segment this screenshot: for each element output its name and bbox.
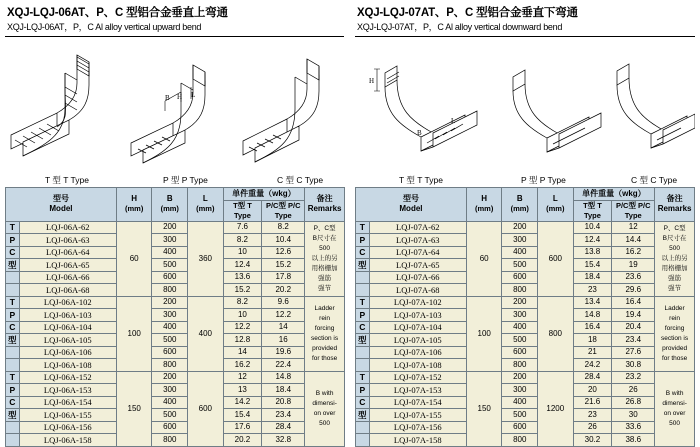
- table-row: [6, 221, 345, 234]
- cell-weight-t: 26: [573, 421, 612, 434]
- row-type-letter: [6, 421, 20, 434]
- right-title-block: [355, 4, 695, 37]
- table-row: [6, 259, 345, 272]
- table-row: [6, 409, 345, 422]
- cell-b: 500: [502, 409, 538, 422]
- row-type-letter: 型: [356, 334, 370, 347]
- cell-model: LQJ-07A-105: [369, 334, 466, 347]
- cell-model: LQJ-06A-62: [19, 221, 116, 234]
- cell-weight-pc: 16: [262, 334, 305, 347]
- cell-b: 400: [502, 321, 538, 334]
- table-row: [356, 434, 695, 447]
- cell-weight-pc: 8.2: [262, 221, 305, 234]
- left-table-body: [6, 221, 345, 446]
- cell-b: 200: [152, 371, 188, 384]
- right-diagrams: [355, 39, 695, 187]
- svg-text:H: H: [177, 93, 183, 101]
- cell-weight-pc: 28.4: [262, 421, 305, 434]
- cell-model: LQJ-07A-68: [369, 284, 466, 297]
- cell-model: LQJ-06A-156: [19, 421, 116, 434]
- p-type-figure: [131, 65, 205, 163]
- table-row: [356, 371, 695, 384]
- cell-weight-t: 15.2: [223, 284, 262, 297]
- header-h: H (mm): [466, 188, 502, 222]
- row-type-letter: [356, 421, 370, 434]
- left-fig-caption-c: C 型 C Type: [277, 175, 324, 185]
- cell-model: LQJ-07A-103: [369, 309, 466, 322]
- cell-model: LQJ-07A-106: [369, 346, 466, 359]
- table-header-row-1: [356, 188, 695, 201]
- cell-b: 600: [152, 271, 188, 284]
- table-row: [356, 309, 695, 322]
- cell-weight-t: 15.4: [573, 259, 612, 272]
- cell-b: 200: [502, 371, 538, 384]
- cell-weight-pc: 19.6: [262, 346, 305, 359]
- table-row: [6, 296, 345, 309]
- cell-b: 200: [152, 221, 188, 234]
- cell-b: 600: [502, 346, 538, 359]
- cell-weight-t: 14: [223, 346, 262, 359]
- row-type-letter: 型: [6, 334, 20, 347]
- row-type-letter: [6, 346, 20, 359]
- cell-h: 60: [116, 221, 152, 296]
- cell-weight-t: 10: [223, 309, 262, 322]
- right-title-en: XQJ-LQJ-07AT，P，C Al alloy vertical downward bend: [357, 22, 563, 32]
- cell-weight-t: 18.4: [573, 271, 612, 284]
- cell-l: 1200: [538, 371, 574, 446]
- right-fig-caption-c: C 型 C Type: [631, 175, 678, 185]
- cell-weight-t: 21: [573, 346, 612, 359]
- row-type-letter: T: [6, 221, 20, 234]
- table-row: [356, 396, 695, 409]
- cell-weight-t: 12.4: [223, 259, 262, 272]
- cell-h: 60: [466, 221, 502, 296]
- row-type-letter: C: [6, 321, 20, 334]
- row-type-letter: 型: [6, 409, 20, 422]
- row-type-letter: C: [6, 246, 20, 259]
- cell-weight-t: 14.2: [223, 396, 262, 409]
- header-weight: 单件重量（wkg）: [223, 188, 305, 201]
- cell-weight-pc: 29.6: [612, 284, 655, 297]
- row-type-letter: T: [356, 371, 370, 384]
- table-row: [6, 434, 345, 447]
- cell-weight-t: 8.2: [223, 234, 262, 247]
- cell-b: 400: [502, 396, 538, 409]
- cell-weight-t: 10: [223, 246, 262, 259]
- cell-weight-pc: 38.6: [612, 434, 655, 447]
- cell-model: LQJ-06A-65: [19, 259, 116, 272]
- cell-b: 300: [152, 234, 188, 247]
- row-type-letter: 型: [356, 409, 370, 422]
- row-type-letter: P: [6, 309, 20, 322]
- cell-weight-pc: 30: [612, 409, 655, 422]
- row-type-letter: T: [6, 296, 20, 309]
- cell-model: LQJ-06A-68: [19, 284, 116, 297]
- table-row: [6, 284, 345, 297]
- cell-weight-pc: 20.4: [612, 321, 655, 334]
- right-title-cn: XQJ-LQJ-07AT、P、C 型铝合金垂直下弯通: [357, 7, 578, 19]
- cell-model: LQJ-06A-152: [19, 371, 116, 384]
- cell-b: 800: [152, 359, 188, 372]
- right-figure-area: [355, 39, 695, 187]
- cell-weight-pc: 12.6: [262, 246, 305, 259]
- table-row: [356, 421, 695, 434]
- row-type-letter: [356, 359, 370, 372]
- table-row: [356, 384, 695, 397]
- cell-weight-t: 21.6: [573, 396, 612, 409]
- cell-weight-t: 13.6: [223, 271, 262, 284]
- table-row: [356, 346, 695, 359]
- cell-weight-t: 20: [573, 384, 612, 397]
- row-type-letter: [356, 346, 370, 359]
- cell-weight-pc: 12: [612, 221, 655, 234]
- row-type-letter: [356, 284, 370, 297]
- table-row: [6, 246, 345, 259]
- table-row: [356, 409, 695, 422]
- cell-b: 600: [502, 271, 538, 284]
- table-row: [6, 321, 345, 334]
- cell-remark: P、C型 B尺寸在 500 以上的另 用格栅加 强筋 强节: [305, 221, 345, 296]
- left-title-cn: XQJ-LQJ-06AT、P、C 型铝合金垂直上弯通: [7, 7, 228, 19]
- panel-upward-bend: [0, 0, 350, 444]
- row-type-letter: T: [356, 296, 370, 309]
- cell-b: 800: [152, 284, 188, 297]
- row-type-letter: P: [356, 384, 370, 397]
- cell-model: LQJ-07A-62: [369, 221, 466, 234]
- cell-remark: Ladder rein forcing section is provided for those: [305, 296, 345, 371]
- left-spec-table: [5, 187, 345, 447]
- row-type-letter: P: [6, 234, 20, 247]
- right-table-body: [356, 221, 695, 446]
- left-figure-area: [5, 39, 344, 187]
- cell-model: LQJ-06A-155: [19, 409, 116, 422]
- row-type-letter: P: [6, 384, 20, 397]
- row-type-letter: T: [356, 221, 370, 234]
- cell-weight-pc: 27.6: [612, 346, 655, 359]
- cell-weight-t: 12.8: [223, 334, 262, 347]
- cell-weight-t: 13.8: [573, 246, 612, 259]
- header-weight: 单件重量（wkg）: [573, 188, 655, 201]
- cell-model: LQJ-07A-104: [369, 321, 466, 334]
- row-type-letter: C: [356, 396, 370, 409]
- table-row: [6, 421, 345, 434]
- cell-weight-pc: 19: [612, 259, 655, 272]
- svg-text:B: B: [165, 94, 170, 102]
- cell-b: 600: [152, 421, 188, 434]
- cell-weight-t: 8.2: [223, 296, 262, 309]
- cell-b: 200: [502, 296, 538, 309]
- cell-model: LQJ-07A-65: [369, 259, 466, 272]
- cell-weight-t: 16.2: [223, 359, 262, 372]
- table-row: [6, 371, 345, 384]
- left-title-en: XQJ-LQJ-06AT，P，C Al alloy vertical upward bend: [7, 22, 202, 32]
- cell-model: LQJ-06A-102: [19, 296, 116, 309]
- cell-weight-pc: 33.6: [612, 421, 655, 434]
- cell-model: LQJ-07A-152: [369, 371, 466, 384]
- cell-l: 360: [188, 221, 224, 296]
- svg-text:L: L: [451, 117, 456, 125]
- cell-model: LQJ-07A-66: [369, 271, 466, 284]
- cell-weight-t: 23: [573, 409, 612, 422]
- cell-b: 500: [152, 334, 188, 347]
- c-type-figure-down: [617, 64, 695, 148]
- cell-weight-pc: 26.8: [612, 396, 655, 409]
- row-type-letter: [6, 271, 20, 284]
- cell-l: 800: [538, 296, 574, 371]
- cell-l: 600: [538, 221, 574, 296]
- cell-weight-pc: 16.4: [612, 296, 655, 309]
- cell-b: 400: [502, 246, 538, 259]
- header-remarks: 备注 Remarks: [655, 188, 695, 222]
- cell-weight-t: 17.6: [223, 421, 262, 434]
- cell-weight-pc: 30.8: [612, 359, 655, 372]
- table-header-row-1: [6, 188, 345, 201]
- row-type-letter: [356, 271, 370, 284]
- left-fig-caption-t: T 型 T Type: [45, 175, 89, 185]
- table-row: [356, 234, 695, 247]
- right-fig-caption-p: P 型 P Type: [521, 175, 566, 185]
- cell-weight-t: 12: [223, 371, 262, 384]
- header-b: B (mm): [152, 188, 188, 222]
- table-row: [6, 309, 345, 322]
- cell-weight-pc: 26: [612, 384, 655, 397]
- row-type-letter: 型: [356, 259, 370, 272]
- row-type-letter: P: [356, 309, 370, 322]
- cell-weight-pc: 10.4: [262, 234, 305, 247]
- cell-weight-pc: 20.8: [262, 396, 305, 409]
- row-type-letter: C: [6, 396, 20, 409]
- table-row: [356, 246, 695, 259]
- cell-remark: Ladder rein forcing section is provided for those: [655, 296, 695, 371]
- cell-weight-t: 10.4: [573, 221, 612, 234]
- cell-b: 400: [152, 321, 188, 334]
- cell-model: LQJ-06A-63: [19, 234, 116, 247]
- cell-weight-pc: 23.4: [612, 334, 655, 347]
- cell-b: 500: [502, 334, 538, 347]
- row-type-letter: [6, 284, 20, 297]
- header-weight-pc: P/C型 P/C Type: [612, 200, 655, 221]
- cell-h: 150: [116, 371, 152, 446]
- cell-weight-pc: 14: [262, 321, 305, 334]
- cell-model: LQJ-06A-103: [19, 309, 116, 322]
- cell-weight-pc: 32.8: [262, 434, 305, 447]
- cell-weight-t: 18: [573, 334, 612, 347]
- cell-model: LQJ-07A-154: [369, 396, 466, 409]
- cell-weight-t: 7.6: [223, 221, 262, 234]
- cell-weight-t: 12.2: [223, 321, 262, 334]
- cell-weight-t: 14.8: [573, 309, 612, 322]
- cell-weight-pc: 16.2: [612, 246, 655, 259]
- cell-weight-pc: 18.4: [262, 384, 305, 397]
- table-row: [6, 396, 345, 409]
- cell-model: LQJ-07A-63: [369, 234, 466, 247]
- cell-model: LQJ-06A-158: [19, 434, 116, 447]
- cell-weight-t: 20.2: [223, 434, 262, 447]
- cell-b: 500: [152, 409, 188, 422]
- cell-model: LQJ-06A-64: [19, 246, 116, 259]
- left-title-block: [5, 4, 344, 37]
- cell-model: LQJ-07A-102: [369, 296, 466, 309]
- header-remarks: 备注 Remarks: [305, 188, 345, 222]
- cell-weight-pc: 23.4: [262, 409, 305, 422]
- cell-weight-pc: 14.8: [262, 371, 305, 384]
- row-type-letter: 型: [6, 259, 20, 272]
- cell-model: LQJ-06A-153: [19, 384, 116, 397]
- table-row: [356, 259, 695, 272]
- cell-model: LQJ-07A-153: [369, 384, 466, 397]
- table-row: [356, 271, 695, 284]
- header-l: L (mm): [538, 188, 574, 222]
- cell-model: LQJ-07A-158: [369, 434, 466, 447]
- cell-b: 300: [502, 384, 538, 397]
- t-type-figure: [11, 55, 89, 156]
- cell-b: 500: [152, 259, 188, 272]
- cell-model: LQJ-06A-104: [19, 321, 116, 334]
- cell-h: 100: [466, 296, 502, 371]
- cell-model: LQJ-06A-66: [19, 271, 116, 284]
- svg-text:B: B: [417, 129, 422, 137]
- cell-model: LQJ-07A-64: [369, 246, 466, 259]
- header-model: 型号 Model: [356, 188, 467, 222]
- cell-weight-pc: 19.4: [612, 309, 655, 322]
- cell-model: LQJ-07A-108: [369, 359, 466, 372]
- cell-model: LQJ-06A-106: [19, 346, 116, 359]
- cell-b: 800: [152, 434, 188, 447]
- row-type-letter: C: [356, 246, 370, 259]
- row-type-letter: [6, 359, 20, 372]
- table-row: [6, 234, 345, 247]
- cell-l: 600: [188, 371, 224, 446]
- row-type-letter: C: [356, 321, 370, 334]
- table-row: [356, 359, 695, 372]
- svg-text:L: L: [191, 91, 196, 99]
- cell-b: 300: [152, 309, 188, 322]
- header-l: L (mm): [188, 188, 224, 222]
- cell-b: 400: [152, 396, 188, 409]
- cell-b: 300: [152, 384, 188, 397]
- left-fig-caption-p: P 型 P Type: [163, 175, 208, 185]
- table-row: [356, 284, 695, 297]
- cell-weight-pc: 23.6: [612, 271, 655, 284]
- cell-b: 600: [502, 421, 538, 434]
- cell-b: 600: [152, 346, 188, 359]
- cell-b: 200: [152, 296, 188, 309]
- cell-weight-t: 12.4: [573, 234, 612, 247]
- cell-weight-t: 23: [573, 284, 612, 297]
- cell-b: 300: [502, 234, 538, 247]
- cell-remark: B with dimensi- on over 500: [655, 371, 695, 446]
- cell-weight-pc: 17.8: [262, 271, 305, 284]
- cell-b: 800: [502, 434, 538, 447]
- cell-b: 500: [502, 259, 538, 272]
- header-weight-t: T型 T Type: [573, 200, 612, 221]
- cell-remark: B with dimensi- on over 500: [305, 371, 345, 446]
- table-row: [356, 296, 695, 309]
- header-b: B (mm): [502, 188, 538, 222]
- table-row: [6, 359, 345, 372]
- cell-weight-pc: 23.2: [612, 371, 655, 384]
- cell-model: LQJ-06A-105: [19, 334, 116, 347]
- cell-h: 150: [466, 371, 502, 446]
- cell-weight-t: 24.2: [573, 359, 612, 372]
- cell-b: 800: [502, 284, 538, 297]
- cell-weight-pc: 14.4: [612, 234, 655, 247]
- cell-weight-t: 30.2: [573, 434, 612, 447]
- cell-weight-t: 13.4: [573, 296, 612, 309]
- cell-model: LQJ-06A-108: [19, 359, 116, 372]
- svg-text:H: H: [369, 77, 375, 85]
- cell-b: 400: [152, 246, 188, 259]
- cell-b: 200: [502, 221, 538, 234]
- table-row: [6, 334, 345, 347]
- cell-h: 100: [116, 296, 152, 371]
- cell-weight-t: 15.4: [223, 409, 262, 422]
- cell-weight-pc: 15.2: [262, 259, 305, 272]
- row-type-letter: T: [6, 371, 20, 384]
- header-model: 型号 Model: [6, 188, 117, 222]
- table-row: [6, 384, 345, 397]
- header-weight-pc: P/C型 P/C Type: [262, 200, 305, 221]
- cell-remark: P、C型 B尺寸在 500 以上的另 用格栅加 强筋 强节: [655, 221, 695, 296]
- header-h: H (mm): [116, 188, 152, 222]
- row-type-letter: [6, 434, 20, 447]
- right-fig-caption-t: T 型 T Type: [399, 175, 443, 185]
- cell-weight-pc: 9.6: [262, 296, 305, 309]
- c-type-figure: [243, 59, 319, 162]
- cell-model: LQJ-06A-154: [19, 396, 116, 409]
- table-row: [6, 346, 345, 359]
- table-row: [356, 334, 695, 347]
- table-row: [6, 271, 345, 284]
- table-row: [356, 221, 695, 234]
- cell-weight-t: 28.4: [573, 371, 612, 384]
- cell-model: LQJ-07A-155: [369, 409, 466, 422]
- p-type-figure-down: [513, 70, 601, 152]
- right-spec-table: [355, 187, 695, 447]
- t-type-figure-down: [374, 66, 477, 151]
- cell-weight-t: 13: [223, 384, 262, 397]
- cell-b: 300: [502, 309, 538, 322]
- row-type-letter: [356, 434, 370, 447]
- cell-weight-pc: 22.4: [262, 359, 305, 372]
- cell-weight-pc: 20.2: [262, 284, 305, 297]
- cell-weight-t: 16.4: [573, 321, 612, 334]
- cell-weight-pc: 12.2: [262, 309, 305, 322]
- cell-l: 400: [188, 296, 224, 371]
- panel-downward-bend: [350, 0, 700, 444]
- cell-model: LQJ-07A-156: [369, 421, 466, 434]
- row-type-letter: P: [356, 234, 370, 247]
- cell-b: 800: [502, 359, 538, 372]
- left-diagrams: [5, 39, 345, 187]
- header-weight-t: T型 T Type: [223, 200, 262, 221]
- table-row: [356, 321, 695, 334]
